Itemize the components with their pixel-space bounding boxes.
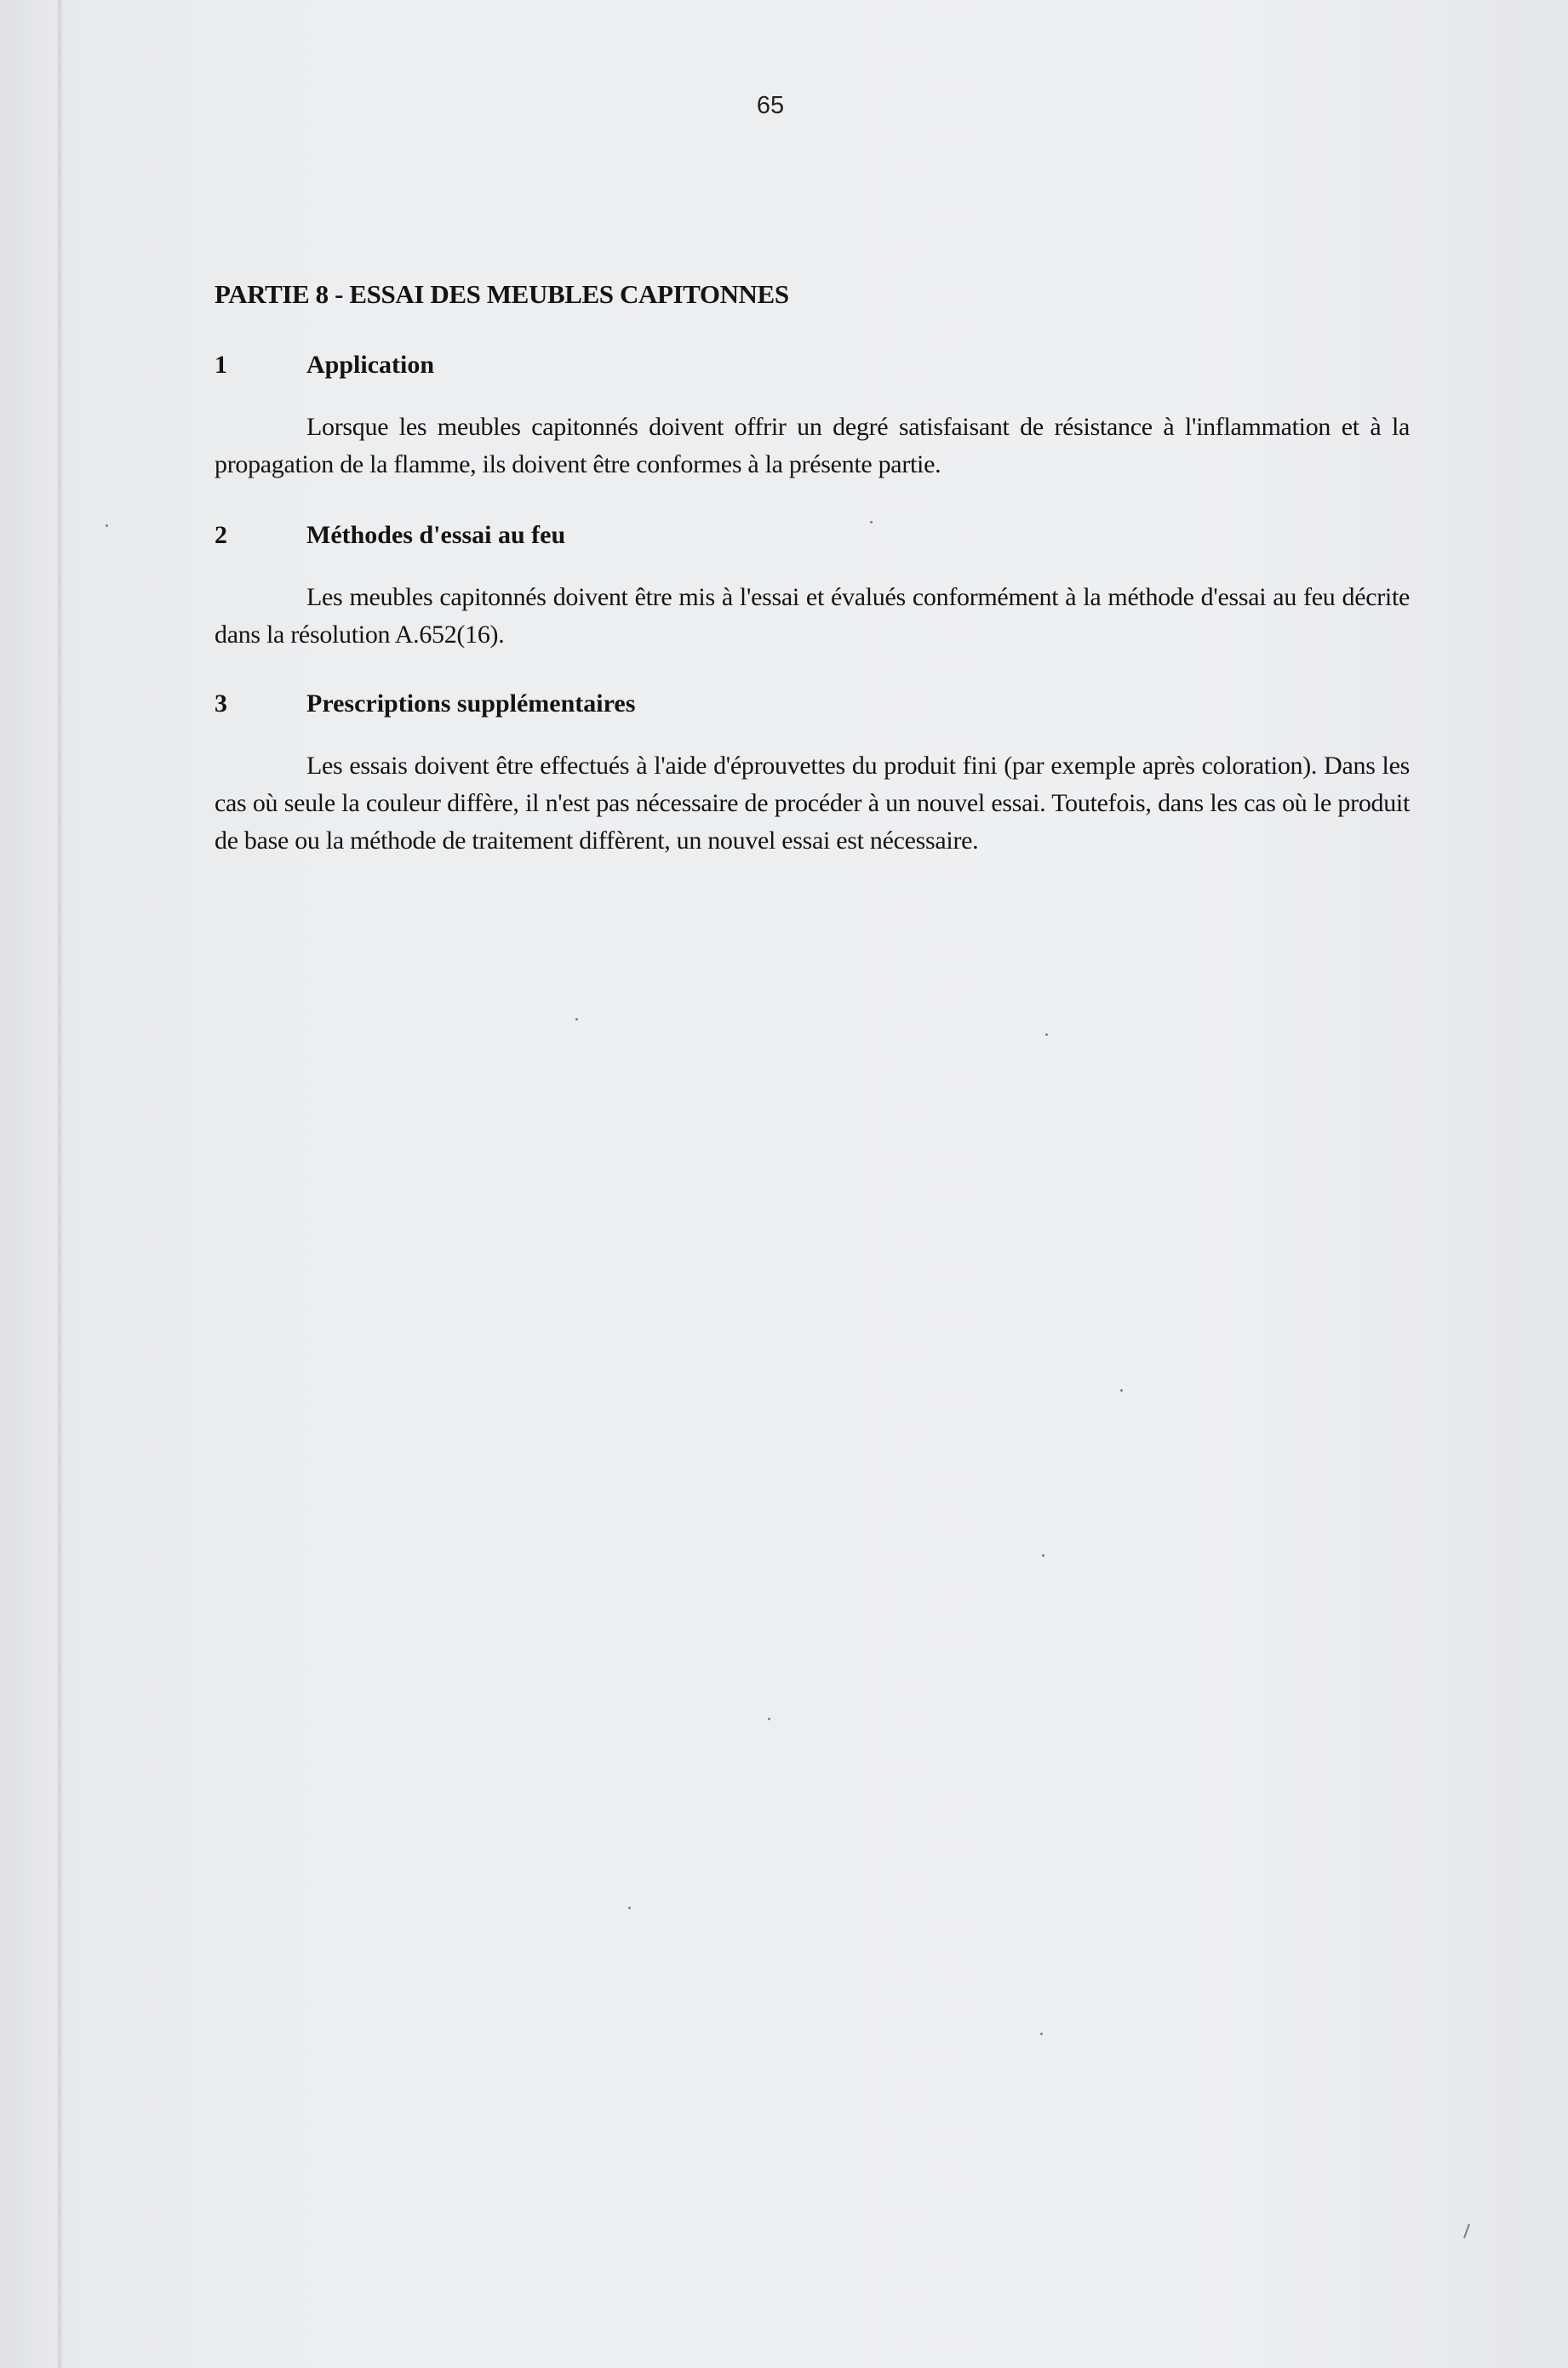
paper-speck [106, 524, 108, 527]
section-2-number: 2 [215, 521, 227, 549]
section-2-heading [215, 521, 565, 550]
paper-speck [575, 1018, 578, 1021]
section-3-title: Prescriptions supplémentaires [306, 689, 636, 718]
paper-speck [628, 1907, 631, 1909]
paper-speck [1042, 1554, 1044, 1557]
section-1-heading [215, 351, 434, 380]
paper-mark [1463, 2223, 1470, 2239]
section-3-number: 3 [215, 689, 227, 718]
section-3-heading [215, 689, 635, 718]
section-2-paragraph: Les meubles capitonnés doivent être mis à l'essai et évalués conformément à la méthode d'essai au feu décrite dans la résolution A.652(16). [215, 583, 1410, 649]
section-1-number: 1 [215, 351, 227, 379]
section-1-paragraph: Lorsque les meubles capitonnés doivent offrir un degré satisfaisant de résistance à l'inflammation et à la propagation de la flamme, ils doivent être conformes à la présente partie. [215, 413, 1410, 478]
binding-edge [58, 0, 63, 2368]
section-1-title: Application [306, 351, 435, 379]
paper-speck [1040, 2033, 1043, 2035]
page-number: 65 [756, 92, 785, 119]
section-2-title: Méthodes d'essai au feu [306, 521, 566, 549]
section-3-paragraph: Les essais doivent être effectués à l'aide d'éprouvettes du produit fini (par exemple après coloration). Dans les cas où seule la couleur diffère, il n'est pas nécessaire de procéder à un nouvel essai. Toutefois, dans les cas où le produit de base ou la méthode de traitement diffèrent, un nouvel essai est nécessaire. [215, 752, 1410, 855]
paper-speck [1120, 1389, 1123, 1392]
paper-speck [1045, 1033, 1048, 1036]
paper-speck [870, 521, 873, 523]
part-title: PARTIE 8 - ESSAI DES MEUBLES CAPITONNES [215, 279, 789, 309]
paper-speck [768, 1718, 770, 1720]
